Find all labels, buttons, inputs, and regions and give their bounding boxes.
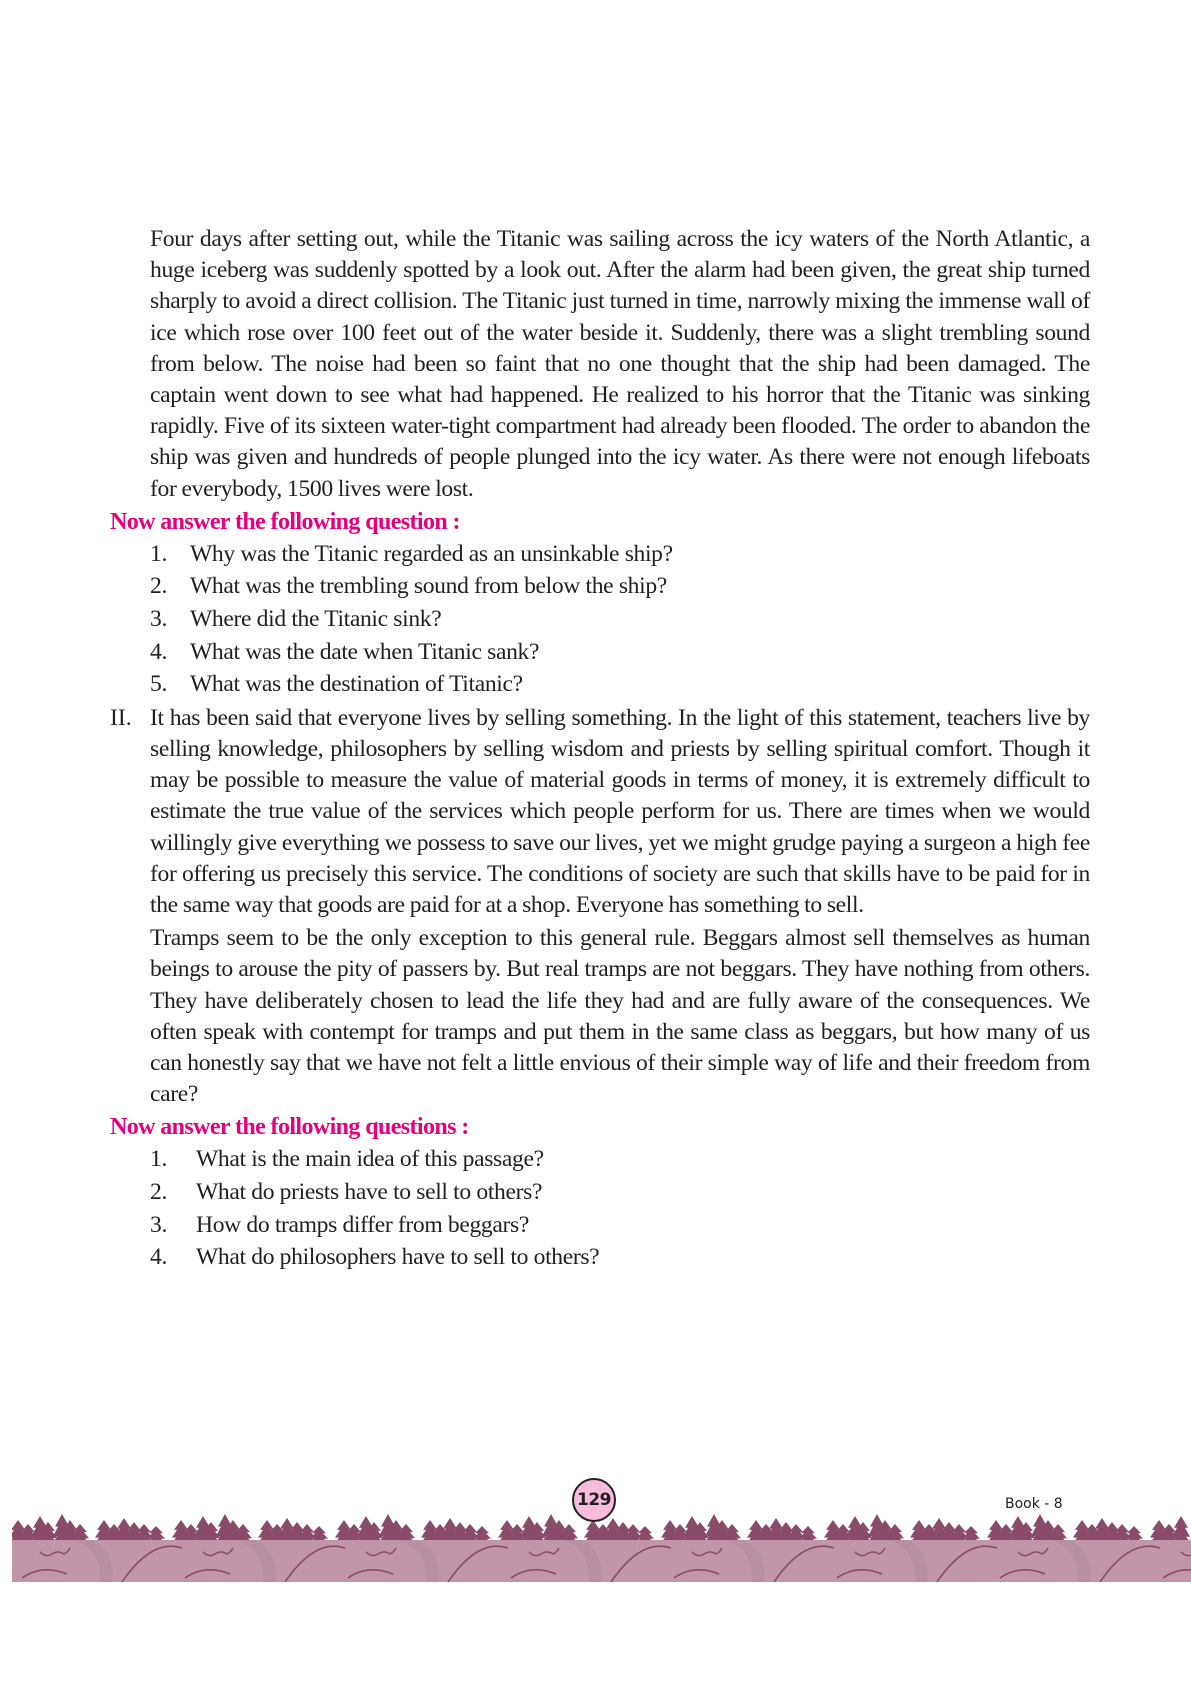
passage-selling: It has been said that everyone lives by selling something. In the light of this statement, teachers live by selling knowledge, philosophers by selling wisdom and priests by selling spiritual comfort. Though it may be possible to measure the value of material goods in terms of money, it is extremely difficult to estimate the true value of the services which people perform for us. There are times when we would willingly give everything we possess to save our lives, yet we might grudge paying a surgeon a high fee for offering us precisely this service. The conditions of society are such that skills have to be paid for in the same way that goods are paid for at a shop. Everyone has something to sell. [150,704,1090,919]
page-content [110,224,1090,1274]
question-number: 2. [150,1179,167,1206]
question-item [150,1143,1090,1176]
questions-heading-1: Now answer the following question : [110,508,460,535]
page-number-badge: 129 [572,1478,616,1522]
question-text: What was the trembling sound from below the ship? [190,573,667,600]
question-text: What do priests have to sell to others? [196,1179,543,1206]
question-text: How do tramps differ from beggars? [196,1211,529,1238]
question-item [150,1241,1090,1274]
question-list-2 [110,1143,1090,1273]
section-body [150,703,1090,1111]
question-item [150,538,1090,571]
question-number: 4. [150,638,167,665]
question-number: 4. [150,1244,167,1271]
question-item [150,570,1090,603]
question-number: 5. [150,671,167,698]
question-item [150,1176,1090,1209]
question-number: 1. [150,1146,167,1173]
question-item [150,636,1090,669]
section-marker: II. [110,704,132,731]
question-text: Where did the Titanic sink? [190,606,442,633]
question-item [150,668,1090,701]
passage-titanic: Four days after setting out, while the Titanic was sailing across the icy waters of the North Atlantic, a huge iceberg was suddenly spotted by a look out. After the alarm had been given, the great ship turned sharply to avoid a direct collision. The Titanic just turned in time, narrowly mixing the immense wall of ice which rose over 100 feet out of the water beside it. Suddenly, there was a slight trembling sound from below. The noise had been so faint that no one thought that the ship had been damaged. The captain went down to see what had happened. He realized to his horror that the Titanic was sinking rapidly. Five of its sixteen water-tight compartment had already been flooded. The order to abandon the ship was given and hundreds of people plunged into the icy water. As there were not enough lifeboats for everybody, 1500 lives were lost. [150,226,1090,502]
passage-tramps: Tramps seem to be the only exception to this general rule. Beggars almost sell themselves as human beings to arouse the pity of passers by. But real tramps are not beggars. They have nothing from others. They have deliberately chosen to lead the life they had and are fully aware of the consequences. We often speak with contempt for tramps and put them in the same class as beggars, but how many of us can honestly say that we have not felt a little envious of their simple way of life and their freedom from care? [150,925,1090,1108]
question-text: What do philosophers have to sell to others? [196,1244,600,1271]
question-text: Why was the Titanic regarded as an unsinkable ship? [190,540,673,567]
question-list-1 [110,538,1090,701]
question-text: What was the date when Titanic sank? [190,638,540,665]
question-number: 1. [150,540,167,567]
questions-heading-2: Now answer the following questions : [110,1114,469,1141]
section-ii [110,703,1090,1111]
question-number: 3. [150,606,167,633]
question-number: 3. [150,1211,167,1238]
question-text: What was the destination of Titanic? [190,671,523,698]
question-item [150,603,1090,636]
question-text: What is the main idea of this passage? [196,1146,544,1173]
question-item [150,1209,1090,1242]
book-label: Book - 8 [1005,1496,1063,1512]
question-number: 2. [150,573,167,600]
